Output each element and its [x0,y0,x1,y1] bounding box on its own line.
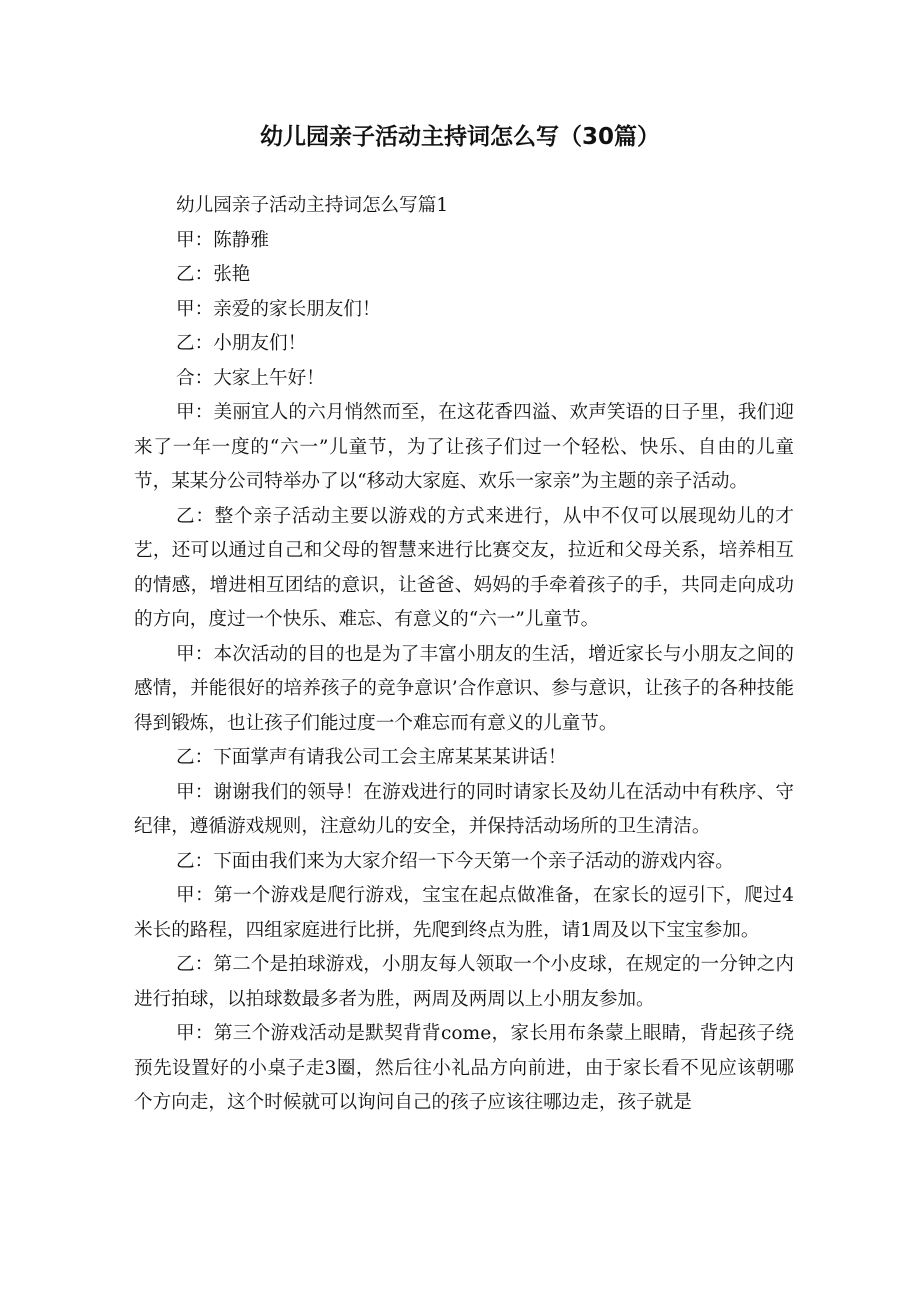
document-body [134,189,794,1121]
document-title: 幼儿园亲子活动主持词怎么写（30篇） [259,124,660,150]
paragraph: 甲：谢谢我们的领导！在游戏进行的同时请家长及幼儿在活动中有秩序、守纪律，遵循游戏规则，注意幼儿的安全，并保持活动场所的卫生清洁。 [134,781,794,837]
paragraph: 甲：第三个游戏活动是默契背背come，家长用布条蒙上眼睛，背起孩子绕预先设置好的小桌子走3圈，然后往小礼品方向前进，由于家长看不见应该朝哪个方向走，这个时候就可以询问自己的孩子应该往哪边走，孩子就是 [134,1023,794,1113]
paragraph: 乙：下面由我们来为大家介绍一下今天第一个亲子活动的游戏内容。 [176,850,734,872]
paragraph: 甲：本次活动的目的也是为了丰富小朋友的生活，增近家长与小朋友之间的感情，并能很好的培养孩子的竞争意识’合作意识、参与意识，让孩子的各种技能得到锻炼，也让孩子们能过度一个难忘而有意义的儿童节。 [134,643,794,734]
paragraph: 乙：整个亲子活动主要以游戏的方式来进行，从中不仅可以展现幼儿的才艺，还可以通过自己和父母的智慧来进行比赛交友，拉近和父母关系，培养相互的情感，增进相互团结的意识，让爸爸、妈妈的手牵着孩子的手，共同走向成功的方向，度过一个快乐、难忘、有意义的“六一”儿童节。 [134,505,794,630]
paragraph: 甲：美丽宜人的六月悄然而至，在这花香四溢、欢声笑语的日子里，我们迎来了一年一度的“六一”儿童节，为了让孩子们过一个轻松、快乐、自由的儿童节，某某分公司特举办了以“移动大家庭、欢乐一家亲”为主题的亲子活动。 [134,402,794,492]
section-heading: 幼儿园亲子活动主持词怎么写篇1 [176,195,449,216]
paragraph: 甲：陈静雅 [176,229,269,251]
paragraph: 乙：下面掌声有请我公司工会主席某某某讲话！ [176,747,567,768]
paragraph: 乙：第二个是拍球游戏，小朋友每人领取一个小皮球，在规定的一分钟之内进行拍球，以拍球数最多者为胜，两周及两周以上小朋友参加。 [134,954,794,1010]
paragraph: 乙：张艳 [176,264,251,285]
paragraph: 甲：亲爱的家长朋友们！ [176,298,381,320]
paragraph: 甲：第一个游戏是爬行游戏，宝宝在起点做准备，在家长的逗引下，爬过4米长的路程，四组家庭进行比拼，先爬到终点为胜，请1周及以下宝宝参加。 [134,885,794,941]
paragraph: 合：大家上午好！ [176,367,325,389]
paragraph: 乙：小朋友们！ [176,333,307,354]
